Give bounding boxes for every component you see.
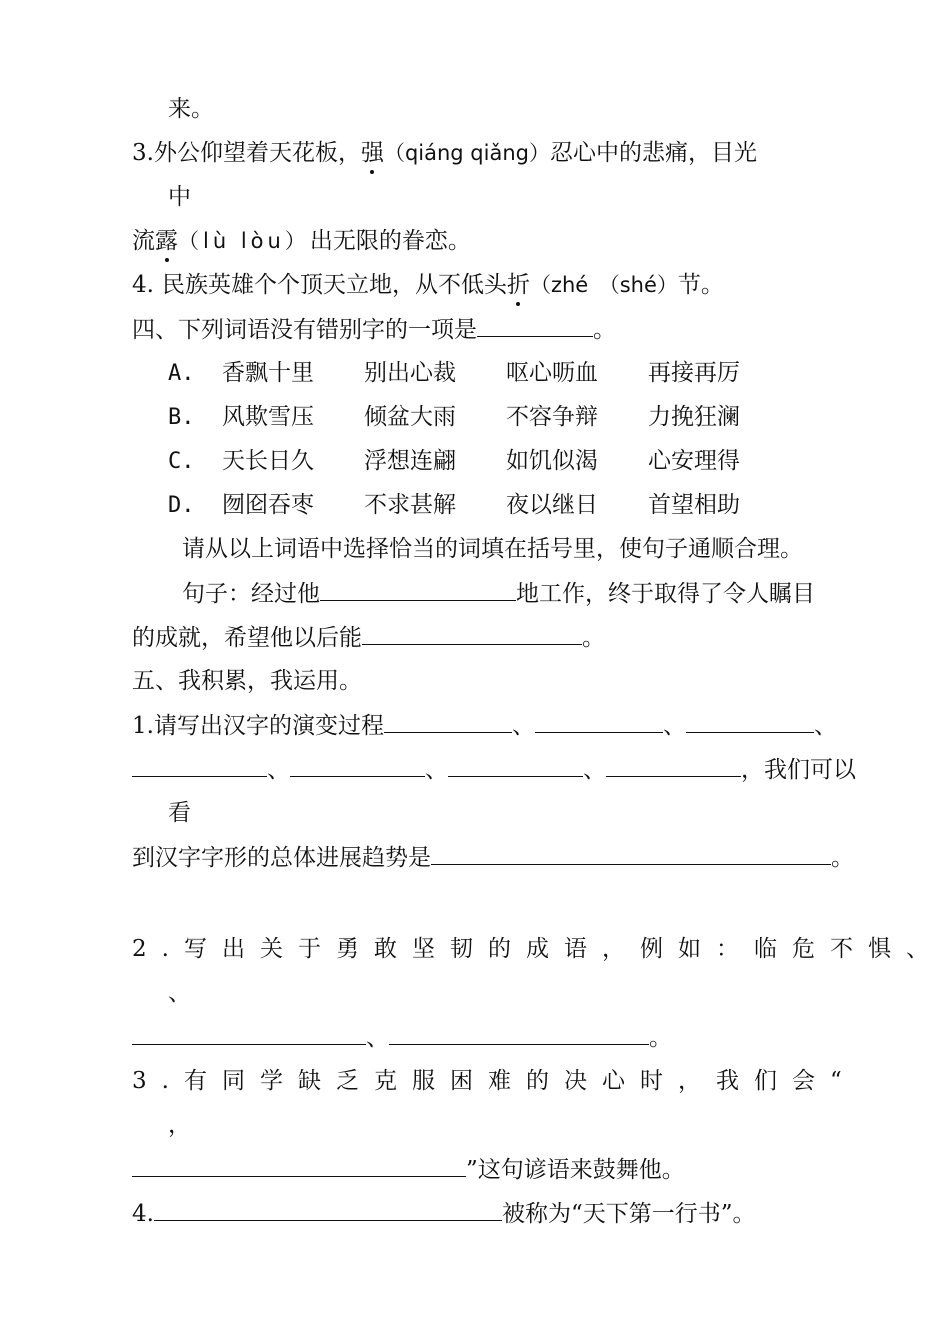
s5-q2-blank-1[interactable] (132, 1022, 366, 1045)
s5-q1-line3-text: 到汉字字形的总体进展趋势是 (132, 845, 431, 871)
s5-q2-end: 。 (649, 1025, 672, 1051)
s5-q1-blank-4[interactable] (132, 754, 267, 777)
option-word: 囫囵吞枣 (222, 492, 314, 518)
item-3-number: 3. (132, 140, 154, 166)
item-4-dotted-char: 折 (506, 272, 530, 298)
item-4-pinyin: （zhé （shé） (529, 273, 678, 297)
separator: 、 (425, 757, 448, 783)
s5-q4-number: 4. (132, 1201, 154, 1227)
sentence-end: 。 (582, 625, 605, 651)
item-3-text-post: 忍心中的悲痛，目光 (549, 140, 757, 166)
section-4-sentence-line1 (182, 578, 815, 609)
option-letter: B. (168, 405, 195, 430)
option-word: 不求甚解 (364, 492, 456, 518)
option-word: 倾盆大雨 (364, 404, 456, 430)
section-4-heading-end: 。 (593, 317, 616, 343)
s5-q1-blank-2[interactable] (535, 710, 663, 733)
option-letter: A. (168, 361, 195, 386)
s5-q1-tail: ，我们可以 (741, 757, 856, 783)
option-word: 心安理得 (648, 448, 740, 474)
s5-q1-blank-3[interactable] (686, 710, 814, 733)
s5-q1-end: 。 (831, 845, 854, 871)
sentence-middle: 地工作，终于取得了令人瞩目 (516, 581, 815, 607)
item-3-line2-post: 出无限的眷恋。 (309, 228, 471, 254)
s5-q2-blank-2[interactable] (389, 1022, 649, 1045)
s5-q1-blank-1[interactable] (384, 710, 512, 733)
s5-q1-blank-5[interactable] (290, 754, 425, 777)
item-3-line1 (132, 138, 757, 168)
s5-q1-line2 (132, 754, 856, 785)
option-word: 天长日久 (222, 448, 314, 474)
item-4-line (132, 270, 724, 300)
s5-q3-line2 (132, 1154, 685, 1185)
separator: 、 (511, 713, 535, 739)
option-row-d (168, 490, 790, 521)
sentence-prefix: 句子：经过他 (182, 581, 320, 607)
s5-q4-line (132, 1198, 755, 1229)
s5-q3-tail: ”这句谚语来鼓舞他。 (466, 1157, 685, 1183)
item-4-number: 4. (132, 272, 154, 298)
section-5-heading: 五、我积累，我运用。 (132, 668, 362, 694)
s5-q4-blank[interactable] (154, 1198, 502, 1221)
option-word: 香飘十里 (222, 360, 314, 386)
option-row-a (168, 358, 790, 389)
option-word: 风欺雪压 (222, 404, 314, 430)
option-word: 夜以继日 (506, 492, 598, 518)
option-row-c (168, 446, 790, 477)
s5-q1-line3 (132, 842, 854, 873)
s5-q1-wrap: 看 (168, 800, 191, 826)
section-4-heading (132, 314, 616, 345)
item-3-pinyin: （qiáng qiǎng） (383, 141, 550, 165)
s5-q1-trend-blank[interactable] (431, 842, 831, 865)
item-3-text-pre: 外公仰望着天花板， (153, 140, 361, 166)
option-word: 浮想连翩 (364, 448, 456, 474)
option-word: 力挽狂澜 (648, 404, 740, 430)
option-word: 别出心裁 (364, 360, 456, 386)
question-3-tail: 来。 (168, 96, 214, 122)
separator: 、 (267, 757, 290, 783)
s5-q3-blank[interactable] (132, 1154, 466, 1177)
section-4-answer-blank[interactable] (477, 314, 593, 337)
sentence-blank-1[interactable] (320, 578, 516, 601)
option-letter: C. (168, 449, 195, 474)
s5-q4-tail: 被称为“天下第一行书”。 (501, 1201, 756, 1227)
s5-q3-wrap: ， (168, 1112, 191, 1138)
separator: 、 (662, 713, 686, 739)
item-4-text-post: 节。 (677, 272, 724, 298)
option-word: 不容争辩 (506, 404, 598, 430)
item-3-line2-dotted-char: 露 (155, 228, 178, 254)
s5-q2-line1: 2.写出关于勇敢坚韧的成语，例如：临危不惧、 (132, 936, 944, 962)
separator: 、 (583, 757, 606, 783)
section-4-sentence-line2 (132, 622, 605, 653)
item-3-line2-pinyin: （lù lòu） (178, 229, 310, 253)
option-word: 呕心呖血 (506, 360, 598, 386)
section-4-heading-text: 四、下列词语没有错别字的一项是 (132, 317, 477, 343)
s5-q1-blank-6[interactable] (448, 754, 583, 777)
s5-q1-blank-7[interactable] (606, 754, 741, 777)
option-row-b (168, 402, 790, 433)
sentence-continuation: 的成就，希望他以后能 (132, 625, 362, 651)
option-word: 再接再厉 (648, 360, 740, 386)
s5-q1-text: 1.请写出汉字的演变过程 (132, 713, 384, 739)
item-3-line2-pre: 流 (132, 228, 155, 254)
sentence-blank-2[interactable] (362, 622, 582, 645)
s5-q2-wrap: 、 (168, 980, 191, 1006)
item-3-line2 (132, 226, 471, 256)
option-letter: D. (168, 493, 195, 518)
s5-q2-line2 (132, 1022, 672, 1053)
item-3-wrap: 中 (168, 184, 191, 210)
item-3-dotted-char: 强 (360, 140, 384, 166)
item-4-text-pre: 民族英雄个个顶天立地，从不低头 (161, 272, 507, 298)
s5-q3-line1: 3.有同学缺乏克服困难的决心时，我们会“ (132, 1068, 857, 1094)
section-4-instruction: 请从以上词语中选择恰当的词填在括号里，使句子通顺合理。 (182, 536, 803, 562)
separator: 、 (813, 713, 837, 739)
s5-q1-line1 (132, 710, 837, 741)
separator: 、 (366, 1025, 389, 1051)
option-word: 首望相助 (648, 492, 740, 518)
option-word: 如饥似渴 (506, 448, 598, 474)
